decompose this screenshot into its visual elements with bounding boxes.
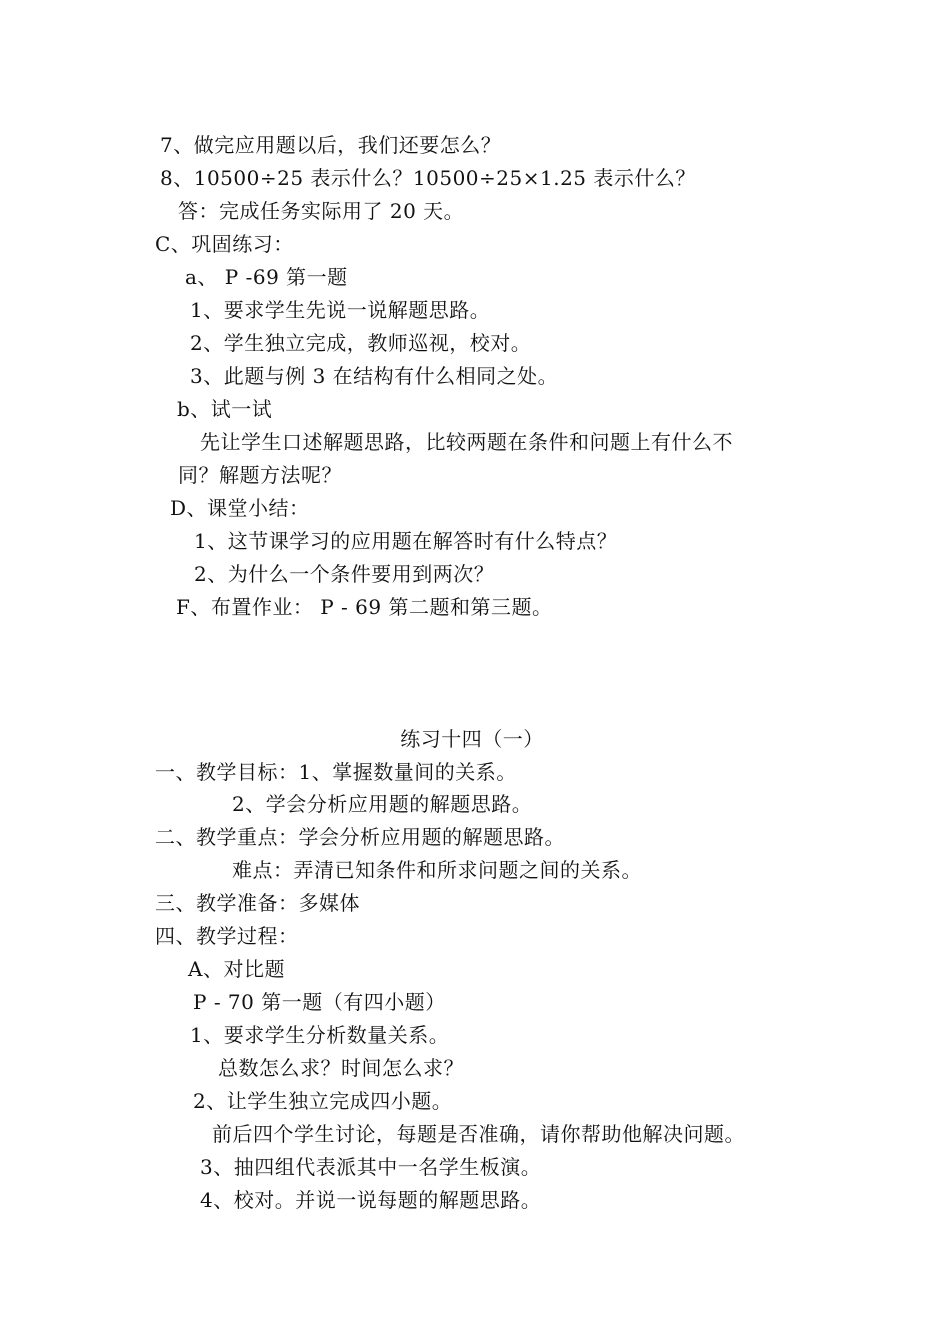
section-heading: F、布置作业： P - 69 第二题和第三题。: [176, 595, 553, 619]
text-line: 2、让学生独立完成四小题。: [193, 1089, 453, 1113]
page-title: 练习十四（一）: [400, 727, 544, 751]
text-line: 三、教学准备：多媒体: [155, 891, 360, 915]
text-line: 前后四个学生讨论，每题是否准确，请你帮助他解决问题。: [212, 1122, 745, 1146]
text-line: 7、做完应用题以后，我们还要怎么？: [160, 133, 502, 157]
text-line: 2、学生独立完成，教师巡视，校对。: [190, 331, 532, 355]
text-line: 1、要求学生分析数量关系。: [190, 1023, 450, 1047]
text-line: 难点：弄清已知条件和所求问题之间的关系。: [232, 858, 642, 882]
text-line: 二、教学重点：学会分析应用题的解题思路。: [155, 825, 565, 849]
text-line: 3、抽四组代表派其中一名学生板演。: [200, 1155, 542, 1179]
text-line: 2、为什么一个条件要用到两次？: [194, 562, 495, 586]
text-line: b、试一试: [177, 397, 273, 421]
text-line: 一、教学目标：1、掌握数量间的关系。: [155, 760, 517, 784]
text-line: 答：完成任务实际用了 20 天。: [178, 199, 465, 223]
text-line: 8、10500÷25 表示什么？10500÷25×1.25 表示什么？: [160, 166, 696, 190]
section-heading: D、课堂小结：: [170, 496, 310, 520]
text-line: 1、要求学生先说一说解题思路。: [190, 298, 491, 322]
text-line: A、对比题: [188, 957, 285, 981]
text-line: 总数怎么求？时间怎么求？: [218, 1056, 464, 1080]
text-line: 先让学生口述解题思路，比较两题在条件和问题上有什么不: [200, 430, 733, 454]
text-line: 1、这节课学习的应用题在解答时有什么特点？: [194, 529, 618, 553]
text-line: 四、教学过程：: [155, 924, 299, 948]
text-line: 同？解题方法呢？: [178, 463, 342, 487]
text-line: 3、此题与例 3 在结构有什么相同之处。: [190, 364, 559, 388]
section-heading: C、巩固练习：: [155, 232, 294, 256]
text-line: 4、校对。并说一说每题的解题思路。: [200, 1188, 542, 1212]
text-line: P - 70 第一题（有四小题）: [193, 990, 446, 1014]
text-line: 2、学会分析应用题的解题思路。: [232, 792, 533, 816]
text-line: a、 P -69 第一题: [185, 265, 348, 289]
